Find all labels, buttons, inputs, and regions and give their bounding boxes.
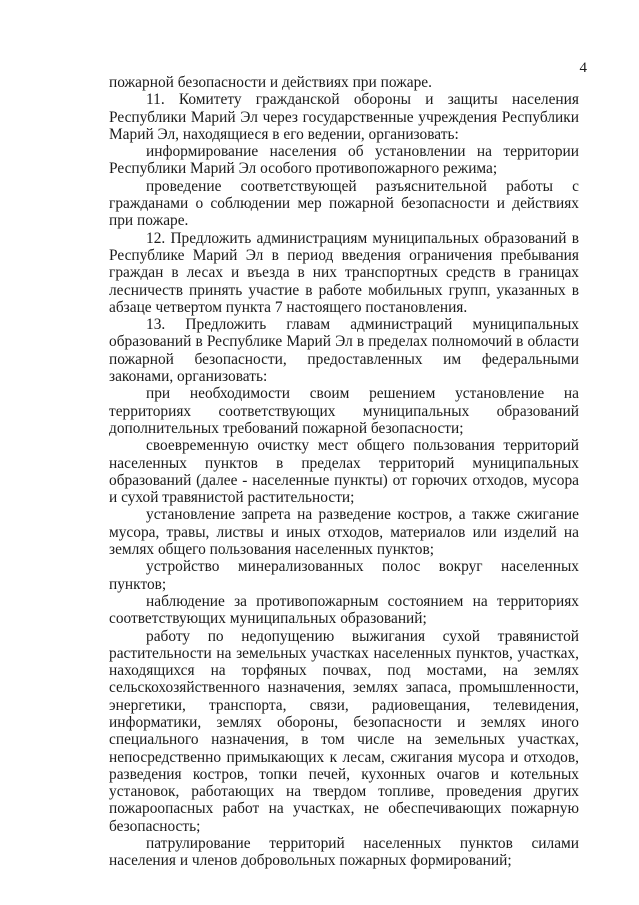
paragraph-fire-ban: установление запрета на разведение костров, а также сжигание мусора, травы, листвы и иных отходов, материалов или изделий на землях общего пользования населенных пунктов; (109, 506, 579, 559)
document-body (109, 74, 579, 870)
paragraph-additional-requirements: при необходимости своим решением установление на территориях соответствующих муниципальных образований дополнительных требований пожарной безопасности; (109, 385, 579, 437)
paragraph-item-11: 11. Комитету гражданской обороны и защиты населения Республики Марий Эл через государственные учреждения Республики Марий Эл, находящиеся в его ведении, организовать: (109, 91, 579, 143)
paragraph-monitoring: наблюдение за противопожарным состоянием на территориях соответствующих муниципальных образований; (109, 592, 579, 628)
paragraph-item-12: 12. Предложить администрациям муниципальных образований в Республике Марий Эл в период введения ограничения пребывания граждан в лесах и въезда в них транспортных средств в границах лесничеств принять участие в работе мобильных групп, указанных в абзаце четвертом пункта 7 настоящего постановления. (109, 229, 579, 316)
paragraph-burning-prevention: работу по недопущению выжигания сухой травянистой растительности на земельных участках населенных пунктов, участках, находящихся на торфяных почвах, под мостами, на землях сельскохозяйственного назначения, землях запаса, промышленности, энергетики, транспорта, связи, радиовещания, телевидения, информатики, землях обороны, безопасности и землях иного специального назначения, в том числе на земельных участках, непосредственно примыкающих к лесам, сжигания мусора и отходов, разведения костров, топки печей, кухонных очагов и котельных установок, работающих на твердом топливе, проведения других пожароопасных работ на участках, не обеспечивающих пожарную безопасность; (109, 627, 579, 835)
paragraph-informing: информирование населения об установлении на территории Республики Марий Эл особого противопожарного режима; (109, 143, 579, 178)
paragraph-item-13: 13. Предложить главам администраций муниципальных образований в Республике Марий Эл в пределах полномочий в области пожарной безопасности, предоставленных им федеральными законами, организовать: (109, 316, 579, 386)
paragraph-cleaning: своевременную очистку мест общего пользования территорий населенных пунктов в пределах территорий муниципальных образований (далее - населенные пункты) от горючих отходов, мусора и сухой травянистой растительности; (109, 437, 579, 507)
paragraph-continuation: пожарной безопасности и действиях при пожаре. (109, 74, 432, 91)
paragraph-explanatory-work: проведение соответствующей разъяснительной работы с гражданами о соблюдении мер пожарной безопасности и действиях при пожаре. (109, 177, 579, 230)
paragraph-patrolling: патрулирование территорий населенных пунктов силами населения и членов добровольных пожарных формирований; (109, 835, 579, 870)
paragraph-mineralized-strips: устройство минерализованных полос вокруг населенных пунктов; (109, 558, 579, 593)
page-number: 4 (579, 60, 587, 76)
